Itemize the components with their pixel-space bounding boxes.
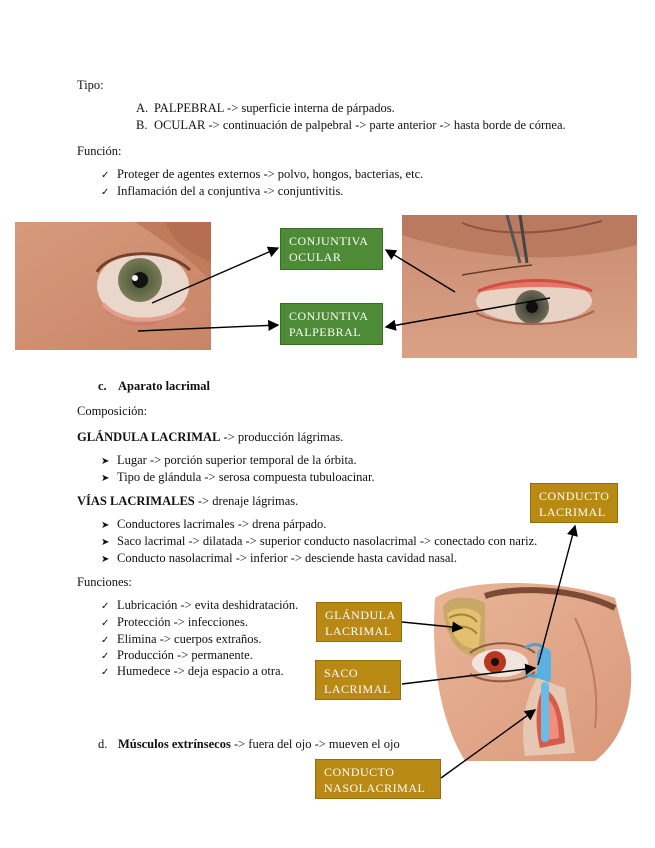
- arrow-palpebral-right: [386, 298, 550, 327]
- list-item-text: OCULAR -> continuación de palpebral -> parte anterior -> hasta borde de córnea.: [154, 118, 566, 132]
- list-item-text: Lubricación -> evita deshidratación.: [117, 598, 299, 612]
- arrow-conducto-lacrimal: [538, 526, 575, 665]
- glandula-desc: -> producción lágrimas.: [220, 430, 344, 444]
- label-line: SACO: [324, 666, 359, 680]
- label-line: CONJUNTIVA: [289, 234, 369, 248]
- check-icon: ✓: [101, 618, 110, 629]
- arrowhead-bullet-icon: ➤: [101, 520, 110, 531]
- list-item-text: Tipo de glándula -> serosa compuesta tubuloacinar.: [117, 470, 375, 484]
- section-desc: -> fuera del ojo -> mueven el ojo: [230, 737, 400, 751]
- list-marker: A.: [136, 101, 149, 115]
- arrow-palpebral-left: [138, 325, 278, 331]
- check-icon: ✓: [101, 170, 110, 181]
- label-line: OCULAR: [289, 250, 342, 264]
- arrowhead-bullet-icon: ➤: [101, 456, 110, 467]
- list-item-text: Saco lacrimal -> dilatada -> superior conducto nasolacrimal -> conectado con nariz.: [117, 534, 538, 548]
- section-marker: d.: [98, 737, 108, 751]
- section-title: Músculos extrínsecos: [118, 737, 231, 751]
- arrow-nasolacrimal: [441, 710, 535, 778]
- label-line: GLÁNDULA: [325, 608, 396, 622]
- glandula-title: GLÁNDULA LACRIMAL: [77, 430, 221, 444]
- label-line: CONDUCTO: [324, 765, 395, 779]
- list-item-text: Producción -> permanente.: [117, 648, 253, 662]
- section-title: Aparato lacrimal: [118, 379, 210, 393]
- vias-desc: -> drenaje lágrimas.: [194, 494, 299, 508]
- section-marker: c.: [98, 379, 107, 393]
- arrowhead-bullet-icon: ➤: [101, 537, 110, 548]
- check-icon: ✓: [101, 601, 110, 612]
- funcion-heading: Función:: [77, 144, 122, 158]
- list-item-text: Humedece -> deja espacio a otra.: [117, 664, 284, 678]
- arrowhead-bullet-icon: ➤: [101, 554, 110, 565]
- composicion-heading: Composición:: [77, 404, 148, 418]
- funciones-heading: Funciones:: [77, 575, 132, 589]
- list-item-text: Proteger de agentes externos -> polvo, hongos, bacterias, etc.: [117, 167, 424, 181]
- label-line: CONDUCTO: [539, 489, 610, 503]
- list-item-text: Lugar -> porción superior temporal de la órbita.: [117, 453, 357, 467]
- arrow-glandula: [402, 622, 462, 628]
- list-item-text: Inflamación del a conjuntiva -> conjuntivitis.: [117, 184, 344, 198]
- arrow-ocular-left: [152, 248, 278, 303]
- arrow-ocular-right: [386, 250, 455, 292]
- list-item-text: Elimina -> cuerpos extraños.: [117, 632, 262, 646]
- label-line: PALPEBRAL: [289, 325, 362, 339]
- list-item-text: Conducto nasolacrimal -> inferior -> desciende hasta cavidad nasal.: [117, 551, 458, 565]
- list-item-text: Protección -> infecciones.: [117, 615, 248, 629]
- list-item-text: Conductores lacrimales -> drena párpado.: [117, 517, 327, 531]
- tipo-heading: Tipo:: [77, 78, 104, 92]
- arrowhead-bullet-icon: ➤: [101, 473, 110, 484]
- arrow-saco: [402, 668, 535, 684]
- check-icon: ✓: [101, 635, 110, 646]
- check-icon: ✓: [101, 187, 110, 198]
- label-line: LACRIMAL: [325, 624, 392, 638]
- vias-title: VÍAS LACRIMALES: [77, 494, 195, 508]
- check-icon: ✓: [101, 651, 110, 662]
- check-icon: ✓: [101, 667, 110, 678]
- label-line: CONJUNTIVA: [289, 309, 369, 323]
- label-line: LACRIMAL: [539, 505, 606, 519]
- label-line: LACRIMAL: [324, 682, 391, 696]
- label-line: NASOLACRIMAL: [324, 781, 426, 795]
- list-item-text: PALPEBRAL -> superficie interna de párpados.: [154, 101, 395, 115]
- list-marker: B.: [136, 118, 148, 132]
